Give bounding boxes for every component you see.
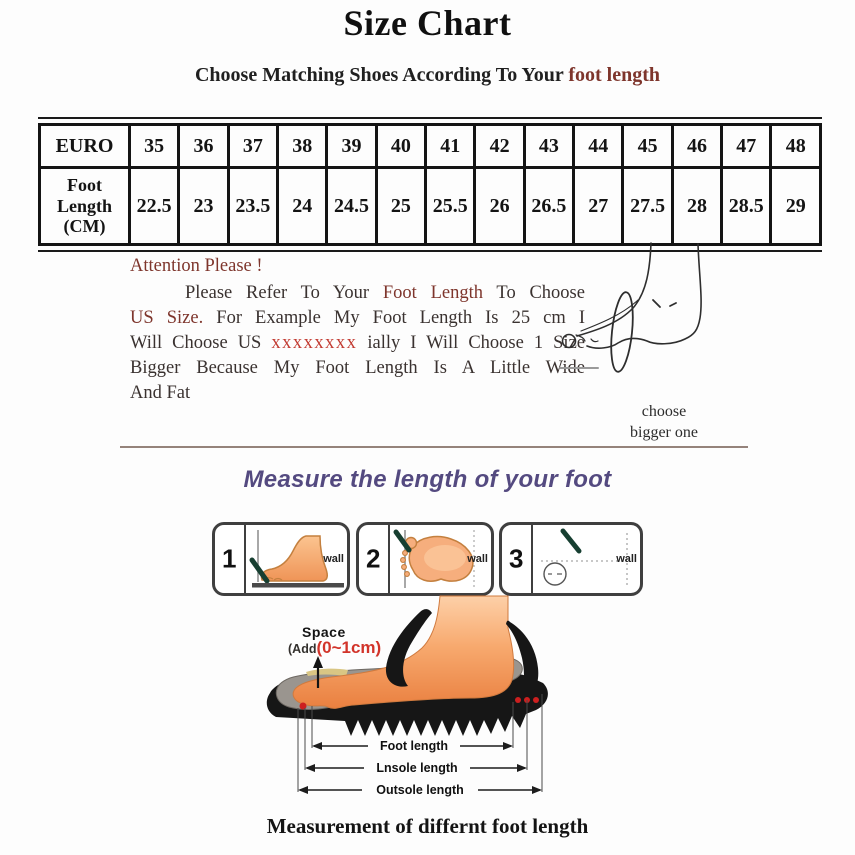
heel-reference-dot — [533, 697, 539, 703]
foot-length-cell: 26.5 — [524, 168, 573, 245]
attention-note — [130, 254, 585, 406]
attention-redacted-text: xxxxxxxx — [271, 333, 358, 353]
attention-line: And Fat — [130, 383, 191, 403]
foot-length-cell: 23 — [179, 168, 228, 245]
size-cell: 40 — [376, 125, 425, 168]
foot-length-cell: 22.5 — [130, 168, 179, 245]
size-table — [38, 117, 822, 252]
step-number-3: 3 — [509, 543, 524, 574]
size-cell: 39 — [327, 125, 376, 168]
foot-length-cell: 27 — [574, 168, 623, 245]
attention-text: To Choose — [482, 283, 585, 303]
size-table-row-euro — [40, 125, 821, 168]
attention-text: For Example My Foot Length Is 25 cm I — [203, 308, 585, 328]
space-label-line1: Space — [302, 624, 346, 640]
step-number-1: 1 — [222, 543, 237, 574]
foot-length-cell: 25.5 — [426, 168, 475, 245]
insole-length-label: Lnsole length — [376, 761, 458, 775]
space-label-range: (0~1cm) — [316, 638, 382, 657]
foot-length-cell: 24 — [278, 168, 327, 245]
subtitle-text: Choose Matching Shoes According To Your — [194, 64, 569, 86]
measure-step-3-panel — [499, 522, 643, 596]
size-cell: 37 — [228, 125, 277, 168]
space-allowance-label — [288, 624, 381, 657]
row-header-euro: EURO — [40, 125, 130, 168]
choose-note-line: choose — [641, 403, 687, 420]
outsole-length-label: Outsole length — [376, 783, 464, 797]
size-cell: 38 — [278, 125, 327, 168]
section-divider — [120, 446, 748, 448]
shoe-measurement-illustration — [250, 588, 600, 813]
foot-length-cell: 23.5 — [228, 168, 277, 245]
row-header-foot-length: Foot Length (CM) — [40, 168, 130, 245]
attention-highlight: US Size. — [130, 308, 204, 328]
measure-step-2-panel — [356, 522, 494, 596]
size-cell: 45 — [623, 125, 672, 168]
foot-length-cell: 29 — [771, 168, 821, 245]
size-cell: 36 — [179, 125, 228, 168]
foot-girth-sketch-illustration — [556, 240, 728, 400]
wall-label: wall — [616, 553, 637, 565]
size-cell: 44 — [574, 125, 623, 168]
foot-length-cell: 27.5 — [623, 168, 672, 245]
cm-note-circle-icon — [544, 563, 566, 585]
attention-line — [130, 331, 585, 356]
page-title: Size Chart — [343, 3, 512, 43]
foot-length-cell: 28 — [672, 168, 721, 245]
size-cell: 48 — [771, 125, 821, 168]
space-label-add: (Add — [288, 642, 317, 656]
foot-length-cell: 24.5 — [327, 168, 376, 245]
page-subtitle — [0, 64, 855, 87]
foot-length-label: Foot length — [379, 739, 449, 753]
heel-reference-dot — [515, 697, 521, 703]
wall-label: wall — [323, 553, 344, 565]
attention-text: Will Choose US — [130, 333, 272, 353]
size-cell: 42 — [475, 125, 524, 168]
size-cell: 35 — [130, 125, 179, 168]
step-number-2: 2 — [366, 543, 381, 574]
measure-section-heading: Measure the length of your foot — [243, 466, 612, 493]
figure-caption: Measurement of differnt foot length — [266, 814, 589, 838]
choose-bigger-note — [598, 401, 730, 443]
wall-label: wall — [467, 553, 488, 565]
size-table-row-foot-length — [40, 168, 821, 245]
subtitle-highlight: foot length — [568, 64, 661, 86]
attention-text: ially I Will Choose 1 Size — [357, 333, 585, 353]
attention-heading: Attention Please ! — [130, 256, 263, 276]
foot-length-cell: 26 — [475, 168, 524, 245]
attention-line — [130, 281, 585, 306]
attention-highlight: Foot Length — [382, 283, 483, 303]
choose-note-line: bigger one — [630, 424, 698, 441]
foot-length-cell: 25 — [376, 168, 425, 245]
size-cell: 41 — [426, 125, 475, 168]
attention-line: Bigger Because My Foot Length Is A Little Wide — [130, 358, 585, 378]
size-cell: 47 — [722, 125, 771, 168]
measure-step-1-panel — [212, 522, 350, 596]
pen-icon — [563, 531, 579, 551]
foot-length-cell: 28.5 — [722, 168, 771, 245]
attention-text: Please Refer To Your — [185, 283, 383, 303]
size-cell: 43 — [524, 125, 573, 168]
size-cell: 46 — [672, 125, 721, 168]
attention-line — [130, 306, 585, 331]
